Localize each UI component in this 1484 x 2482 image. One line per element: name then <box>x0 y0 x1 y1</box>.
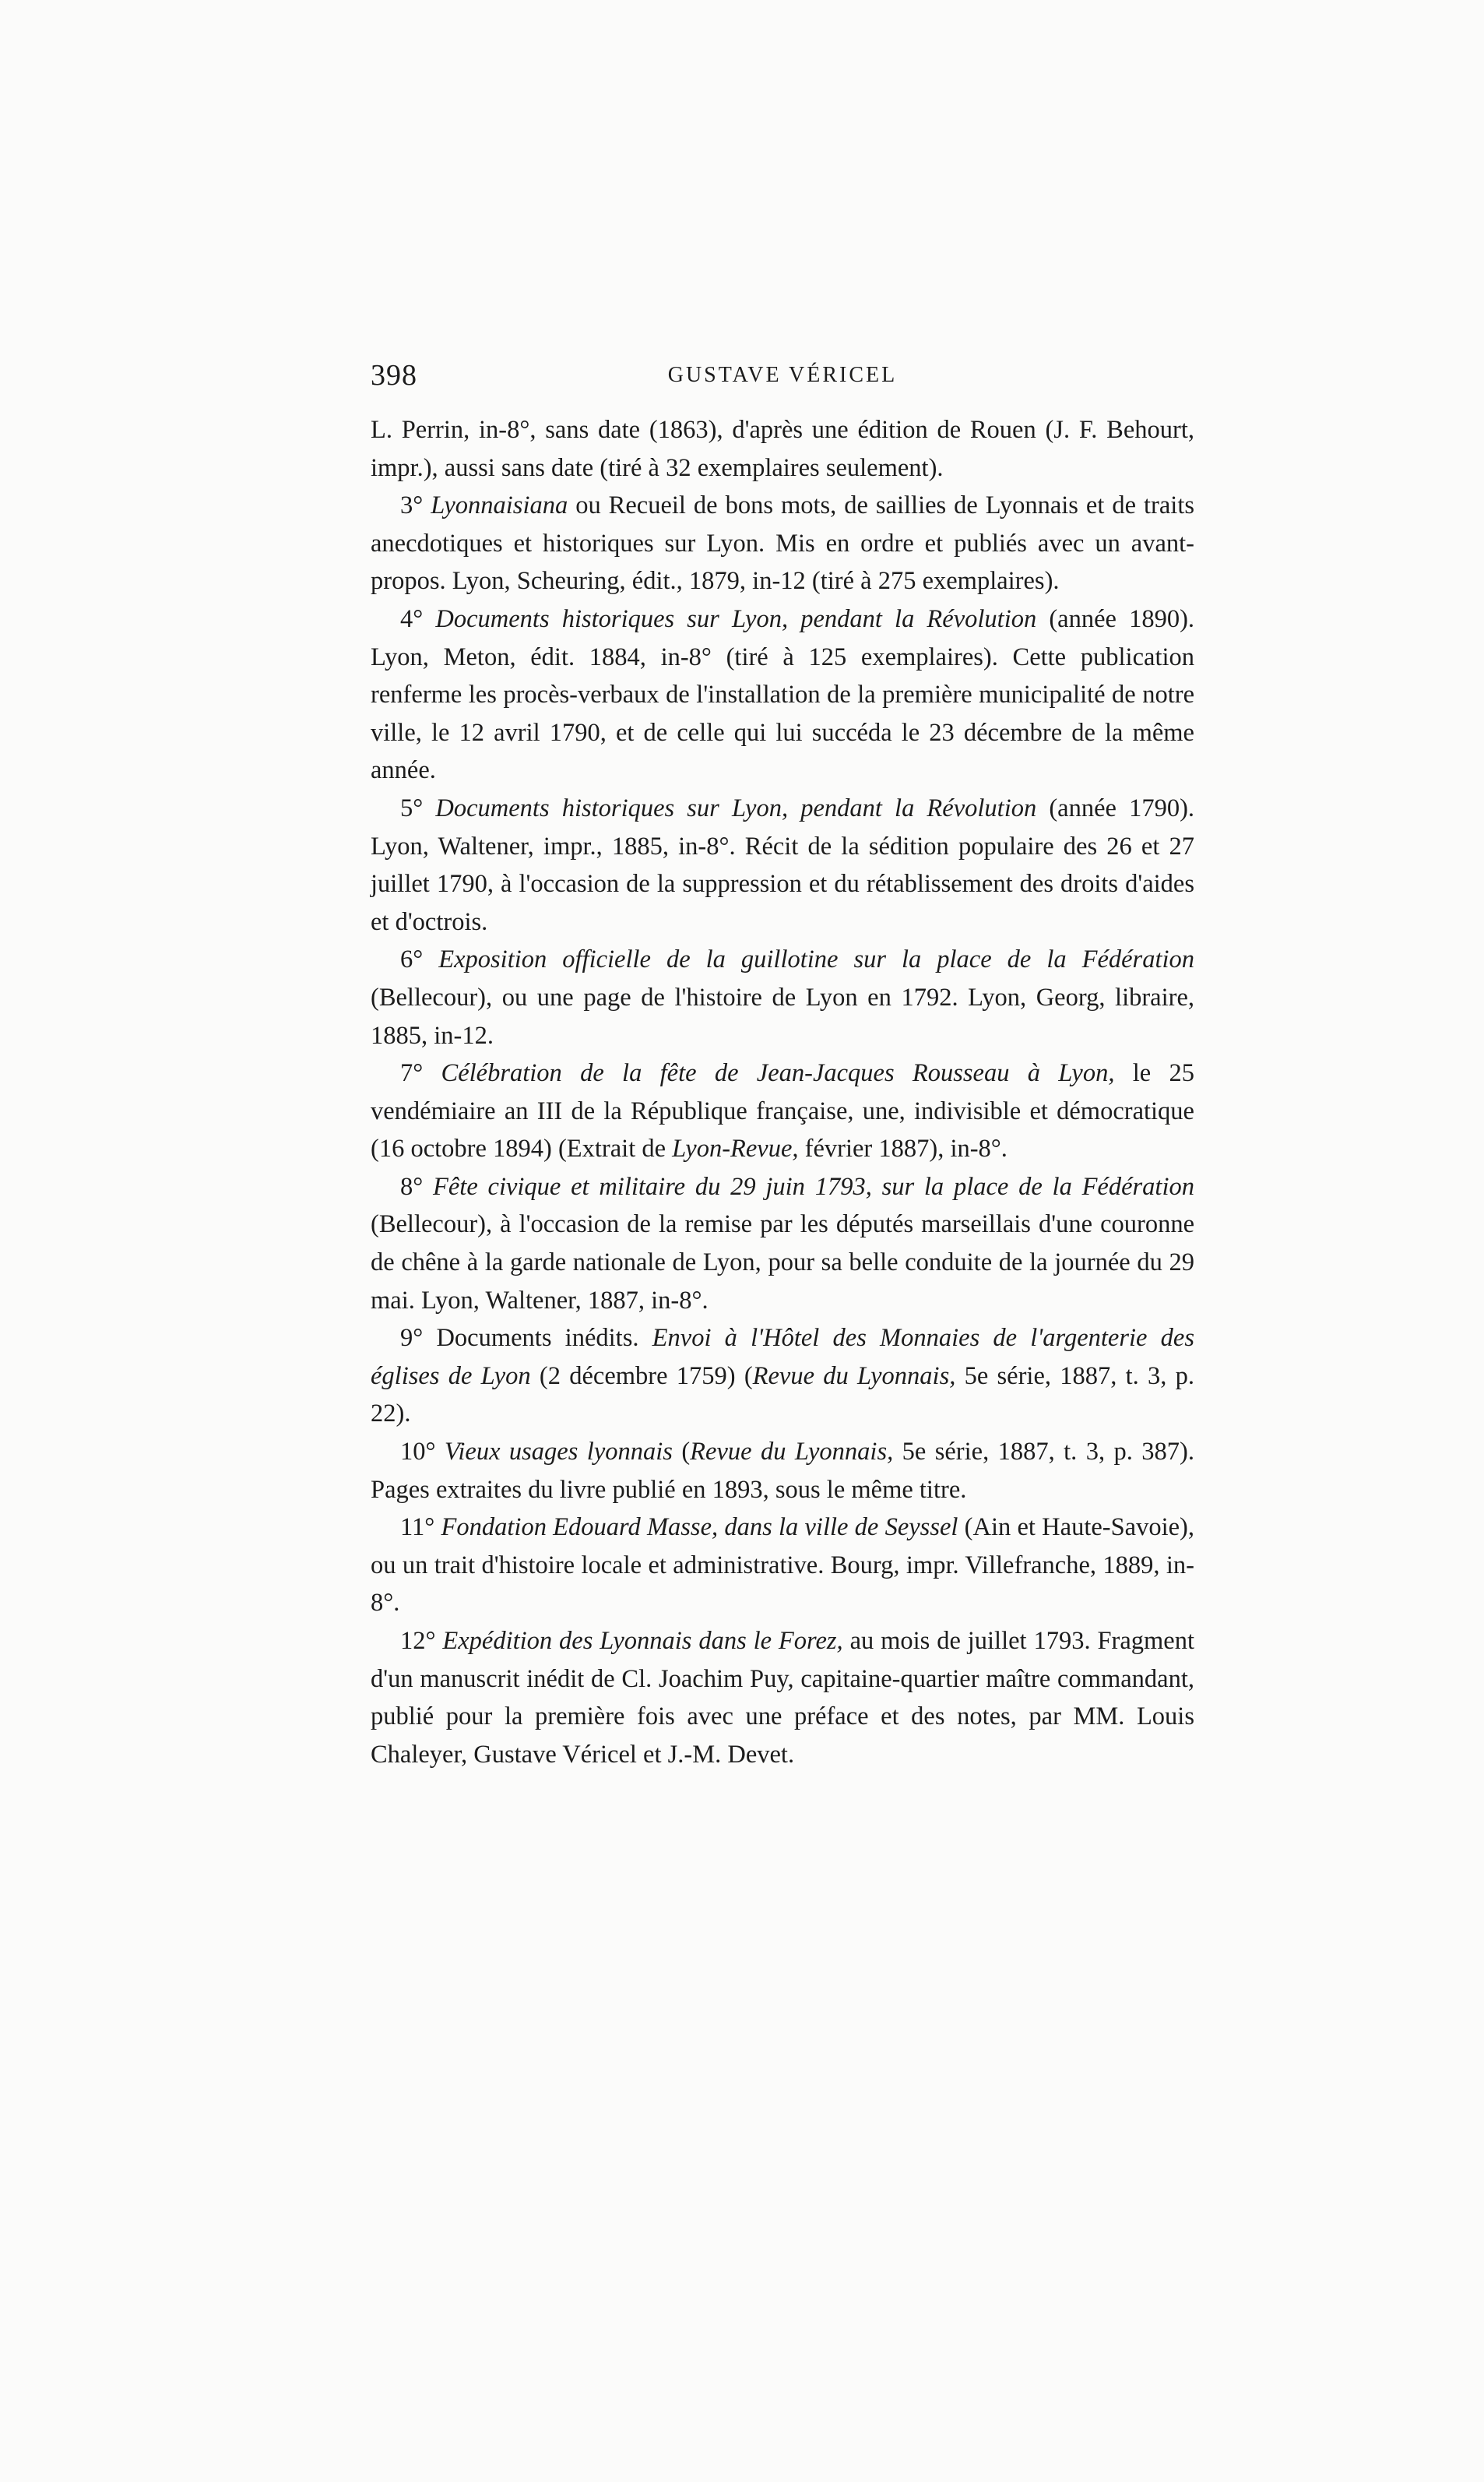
italic-title: Lyonnaisiana <box>431 491 568 520</box>
running-title: GUSTAVE VÉRICEL <box>667 363 898 387</box>
text-run: (année 1890). Lyon, Meton, édit. 1884, in-8° (tiré à 125 exemplaires). Cette publication renferme les procès-verbaux de l'installation de la première municipalité de notre ville, le 12 avril 1790, et de celle qui lui succéda le 23 décembre de la même année. <box>371 604 1195 785</box>
italic-title: Revue du Lyonnais, <box>752 1361 956 1390</box>
italic-title: Fondation Edouard Masse, dans la ville de Seyssel <box>441 1513 958 1542</box>
text-run: le 25 vendémiaire an III de la République française, une, indivisible et démocratique (16 octobre 1894) (Extrait de <box>371 1059 1194 1164</box>
entry-6 <box>371 941 1194 1054</box>
text-run: ou Recueil de bons mots, de saillies de Lyonnais et de traits anecdotiques et historiques sur Lyon. Mis en ordre et publiés avec un avant-propos. Lyon, Scheuring, édit., 1879, in-12 (tiré à 275 exemplaires). <box>371 491 1195 596</box>
italic-title: Envoi à l'Hôtel des Monnaies de l'argenterie des églises de Lyon <box>371 1324 1194 1390</box>
text-run: 7° <box>400 1059 441 1088</box>
text-run: 5e série, 1887, t. 3, p. 22). <box>371 1361 1194 1428</box>
text-run: L. Perrin, in-8°, sans date (1863), d'après une édition de Rouen (J. F. Behourt, impr.), aussi sans date (tiré à 32 exemplaires seulement). <box>371 416 1194 482</box>
entry-5 <box>371 790 1194 941</box>
text-run: 3° <box>400 491 431 520</box>
continuation-paragraph <box>371 411 1194 487</box>
text-run: au mois de juillet 1793. Fragment d'un manuscrit inédit de Cl. Joachim Puy, capitaine-quartier maître commandant, publié pour la première fois avec une préface et des notes, par MM. Louis Chaleyer, Gustave Véricel et J.-M. Devet. <box>371 1627 1195 1769</box>
italic-title: Expédition des Lyonnais dans le Forez, <box>442 1627 843 1655</box>
italic-title: Revue du Lyonnais, <box>690 1438 894 1466</box>
entry-10 <box>371 1433 1194 1509</box>
entry-8 <box>371 1168 1194 1319</box>
body-text <box>371 411 1194 1773</box>
text-run: février 1887), in-8°. <box>798 1135 1008 1164</box>
entry-4 <box>371 600 1194 790</box>
italic-title: Fête civique et militaire du 29 juin 1793, sur la place de la Fédération <box>433 1172 1194 1201</box>
text-run: (Bellecour), ou une page de l'histoire de Lyon en 1792. Lyon, Georg, libraire, 1885, in-12. <box>371 983 1194 1050</box>
italic-title: Vieux usages lyonnais <box>444 1438 673 1466</box>
italic-title: Célébration de la fête de Jean-Jacques Rousseau à Lyon, <box>441 1059 1115 1088</box>
text-run: 11° <box>400 1513 441 1542</box>
text-run: (Bellecour), à l'occasion de la remise par les députés marseillais d'une couronne de chêne à la garde nationale de Lyon, pour sa belle conduite de la journée du 29 mai. Lyon, Waltener, 1887, in-8°. <box>371 1210 1194 1315</box>
text-run: 10° <box>400 1438 445 1466</box>
text-run: 9° Documents inédits. <box>400 1324 652 1353</box>
text-run: 5° <box>400 794 436 822</box>
running-head <box>371 358 1194 403</box>
italic-title: Lyon-Revue, <box>672 1135 799 1164</box>
italic-title: Documents historiques sur Lyon, pendant la Révolution <box>435 604 1037 633</box>
text-run: (Ain et Haute-Savoie), ou un trait d'histoire locale et administrative. Bourg, impr. Villefranche, 1889, in-8°. <box>371 1513 1194 1618</box>
book-page <box>371 358 1194 1773</box>
entry-9 <box>371 1319 1194 1433</box>
page-number: 398 <box>371 359 417 392</box>
text-run: 4° <box>400 604 436 633</box>
text-run: 8° <box>400 1172 434 1201</box>
text-run: 12° <box>400 1627 443 1655</box>
text-run: ( <box>672 1438 691 1466</box>
italic-title: Exposition officielle de la guillotine sur la place de la Fédération <box>438 945 1195 974</box>
entry-12 <box>371 1622 1194 1773</box>
text-run: 6° <box>400 945 439 974</box>
entry-3 <box>371 487 1194 600</box>
italic-title: Documents historiques sur Lyon, pendant la Révolution <box>435 794 1037 822</box>
entry-11 <box>371 1509 1194 1622</box>
text-run: (année 1790). Lyon, Waltener, impr., 1885, in-8°. Récit de la sédition populaire des 26 et 27 juillet 1790, à l'occasion de la suppression et du rétablissement des droits d'aides et d'octrois. <box>371 794 1195 936</box>
entry-7 <box>371 1054 1194 1168</box>
text-run: 5e série, 1887, t. 3, p. 387). Pages extraites du livre publié en 1893, sous le même titre. <box>371 1438 1194 1504</box>
text-run: (2 décembre 1759) ( <box>530 1361 753 1390</box>
